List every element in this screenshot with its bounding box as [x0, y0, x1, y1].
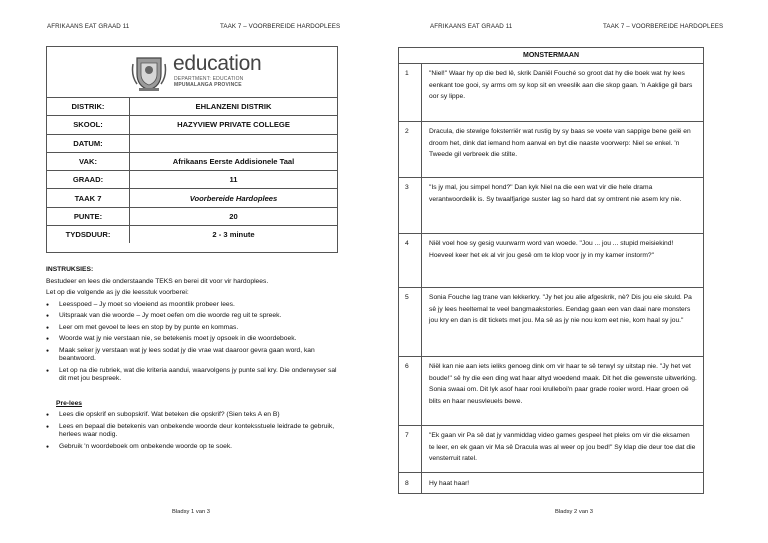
paragraph-text: Sonia Fouche lag trane van lekkerkry. "Jy het jou alie afgeskrik, nè? Dis jou eie skuld. Pa sê jy lees heeltemal te veel bangmaakstories. Eendag gaan een van daai nare monsters jou kry en dan is dit tickets met jou. Ma sê as jy nie nou kom eet nie, kom haal sy jou." — [429, 294, 692, 325]
story-paragraph — [399, 425, 703, 473]
list-item: ● Let op na die rubriek, wat die kriteria aandui, waarvolgens jy punte sal kry. Die onderwyser sal dit met jou bespreek. — [46, 367, 342, 384]
info-value — [130, 135, 337, 152]
prelees-list — [46, 411, 342, 451]
list-item: ● Maak seker jy verstaan wat jy lees sodat jy die vrae wat daaroor gevra gaan word, kan beantwoord. — [46, 347, 342, 364]
info-label: TAAK 7 — [47, 189, 130, 206]
info-value: Afrikaans Eerste Addisionele Taal — [172, 157, 295, 167]
header-task: TAAK 7 – VOORBEREIDE HARDOPLEES — [220, 23, 341, 30]
story-title: MONSTERMAAN — [399, 48, 703, 64]
paragraph-number: 2 — [405, 128, 409, 135]
page-footer: Bladsy 2 van 3 — [555, 509, 594, 515]
paragraph-text: Hy haat haar! — [429, 480, 470, 487]
paragraph-number: 6 — [405, 363, 409, 370]
paragraph-text: "Niel!" Waar hy op die bed lê, skrik Daniël Fouché so groot dat hy die boek wat hy lees eenkant toe gooi, sy arms om sy kop sit en vreeslik aan die skop gaan. 'n Aaklige gil bars oor sy lippe. — [429, 70, 693, 101]
header-subject: AFRIKAANS EAT GRAAD 11 — [47, 23, 130, 30]
paragraph-number: 5 — [405, 294, 409, 301]
info-row-grade — [47, 171, 337, 189]
info-value: EHLANZENI DISTRIK — [195, 102, 272, 112]
paragraph-number: 8 — [405, 480, 409, 487]
info-row-date — [47, 135, 337, 153]
paragraph-number: 3 — [405, 184, 409, 191]
story-paragraph — [399, 177, 703, 234]
info-value: 11 — [229, 175, 238, 185]
paragraph-number: 7 — [405, 432, 409, 439]
paragraph-text: Dracula, die stewige foksterriër wat rustig by sy baas se voete van sappige bene geië en droom het, dink dat iemand hom aanval en byt die naaste voorwerp: Niel se enkel. 'n Tweede gil verbreek die stilte. — [429, 128, 691, 159]
logo-department: DEPARTMENT: EDUCATION — [174, 76, 244, 82]
info-label: SKOOL: — [47, 116, 130, 133]
paragraph-number: 4 — [405, 240, 409, 247]
info-row-duration — [47, 226, 337, 243]
info-value: Voorbereide Hardoplees — [189, 193, 278, 203]
list-item: ● Gebruik 'n woordeboek om onbekende woorde op te soek. — [46, 443, 342, 452]
story-paragraph — [399, 233, 703, 288]
instructions-heading: INSTRUKSIES: — [46, 266, 94, 273]
list-item: ● Uitspraak van die woorde – Jy moet oefen om die woorde reg uit te spreek. — [46, 312, 342, 321]
info-label: DISTRIK: — [47, 98, 130, 115]
info-table — [46, 46, 338, 253]
info-label: GRAAD: — [47, 171, 130, 188]
info-label: TYDSDUUR: — [47, 226, 130, 243]
paragraph-number: 1 — [405, 70, 409, 77]
info-row-task — [47, 189, 337, 207]
info-value: 20 — [229, 211, 238, 221]
paragraph-text: Niël voel hoe sy gesig vuurwarm word van woede. "Jou ... jou ... stupid meisiekind! Hoeveel keer het ek al vir jou gesê om te klop voor jy in my kamer instorm?" — [429, 240, 674, 259]
story-paragraph — [399, 63, 703, 122]
paragraph-text: "Ek gaan vir Pa sê dat jy vanmiddag video games gespeel het pleks om vir die eksamen te leer, en ek gaan vir Ma sê Dracula was al weer op jou bed!" Sy klap die deur toe dat die vensterruit ratel. — [429, 432, 696, 463]
intro-text: Bestudeer en lees die onderstaande TEKS en berei dit voor vir hardoplees. — [46, 277, 269, 285]
paragraph-text: "Is jy mal, jou simpel hond?" Dan kyk Niel na die een wat vir die hele drama verantwoordelik is. Sy twaalfjarige suster lag so hard dat sy omtrent nie asem kry nie. — [429, 184, 682, 203]
list-item: ● Lees die opskrif en subopskrif. Wat beteken die opskrif? (Sien teks A en B) — [46, 411, 342, 420]
story-paragraph — [399, 121, 703, 178]
info-label: DATUM: — [47, 135, 130, 152]
page-footer: Bladsy 1 van 3 — [172, 509, 211, 515]
info-row-subject — [47, 153, 337, 171]
list-item: ● Lees en bepaal die betekenis van onbekende woorde deur konteksstuele leidrade te gebruik, herlees waar nodig. — [46, 423, 342, 440]
info-value: 2 - 3 minute — [212, 230, 255, 240]
info-row-school — [47, 116, 337, 134]
coat-of-arms-icon — [131, 54, 167, 92]
story-box — [398, 47, 704, 494]
story-paragraph — [399, 287, 703, 357]
info-label: PUNTE: — [47, 208, 130, 225]
story-paragraph — [399, 472, 703, 494]
list-item: ● Leer om met gevoel te lees en stop by by punte en kommas. — [46, 324, 342, 333]
logo-wordmark: education — [173, 52, 262, 75]
story-paragraphs — [399, 63, 703, 493]
intro-text: Let op die volgende as jy die leesstuk voorberei: — [46, 289, 189, 296]
instructions-list — [46, 301, 342, 384]
header-subject: AFRIKAANS EAT GRAAD 11 — [430, 23, 513, 30]
logo-province: MPUMALANGA PROVINCE — [174, 82, 242, 88]
info-label: VAK: — [47, 153, 130, 170]
prelees-heading: Pre-lees — [56, 399, 83, 407]
info-row-district — [47, 98, 337, 116]
info-value: HAZYVIEW PRIVATE COLLEGE — [177, 120, 290, 130]
list-item: ● Leesspoed – Jy moet so vloeiend as moontlik probeer lees. — [46, 301, 342, 310]
logo-cell — [47, 47, 337, 98]
story-paragraph — [399, 356, 703, 426]
list-item: ● Woorde wat jy nie verstaan nie, se betekenis moet jy opsoek in die woordeboek. — [46, 335, 342, 344]
paragraph-text: Niël kan nie aan iets ieliks genoeg dink om vir haar te sê terwyl sy uitstap nie. "Jy het vet boude!" sê hy die een ding wat haar altyd woedend maak. Dit het die gewenste uitwerking. Sonia swaai om. Dit lyk asof haar rooi krulleboi'n paar grade rooier word. Haar groen oë blits en haar neusvleuels bewe. — [429, 363, 697, 405]
header-task: TAAK 7 – VOORBEREIDE HARDOPLEES — [603, 23, 724, 30]
info-row-marks — [47, 208, 337, 226]
instructions-section — [46, 266, 342, 451]
